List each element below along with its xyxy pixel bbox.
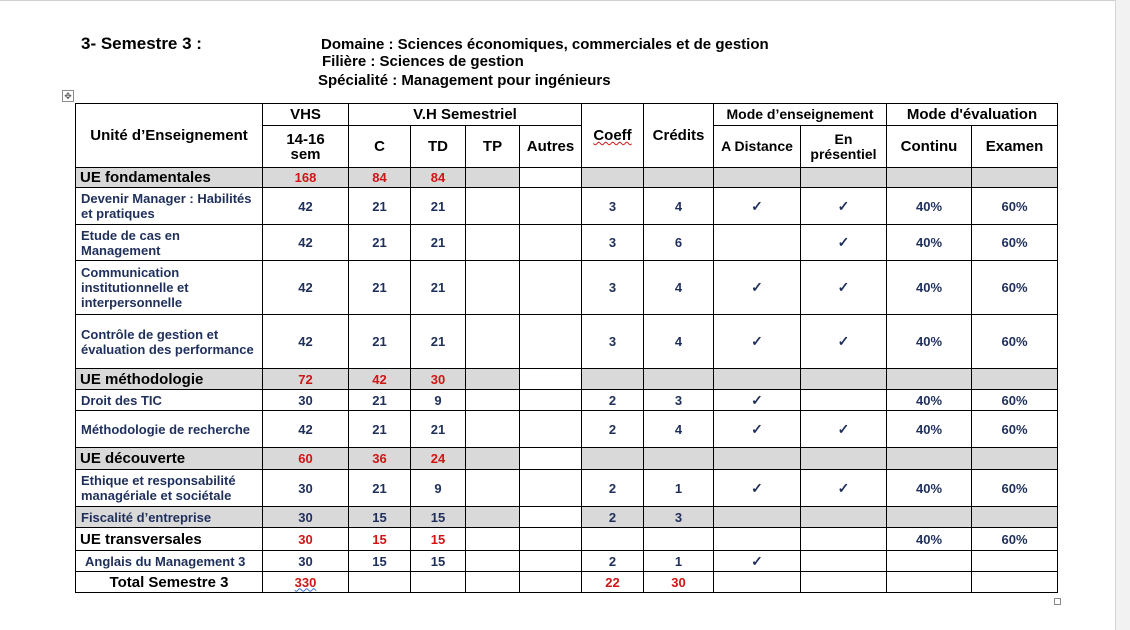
cell-vhs: 30 [263, 507, 349, 528]
cell-tp [466, 168, 520, 188]
ue-name: UE transversales [76, 528, 263, 551]
row-name: Ethique et responsabilité managériale et sociétale [76, 470, 263, 507]
cell-examen: 60% [972, 261, 1058, 315]
cell-tp [466, 551, 520, 572]
cell-examen: 60% [972, 315, 1058, 369]
cell-coeff [582, 168, 644, 188]
cell-autres [520, 168, 582, 188]
cell-c: 21 [349, 411, 411, 448]
ue-row-transversales [76, 528, 1058, 551]
cell-continu [887, 369, 972, 390]
ue-name: UE fondamentales [76, 168, 263, 188]
cell-credits [644, 369, 714, 390]
cell-coeff [582, 448, 644, 470]
header-coeff [582, 104, 644, 168]
row-name: Etude de cas en Management [76, 225, 263, 261]
cell-coeff [582, 528, 644, 551]
vhs-sub-line1: 14-16 [286, 130, 325, 148]
cell-distance [714, 528, 801, 551]
cell-presentiel: ✓ [801, 225, 887, 261]
cell-vhs: 42 [263, 315, 349, 369]
cell-c: 15 [349, 551, 411, 572]
cell-td: 21 [411, 315, 466, 369]
cell-td: 30 [411, 369, 466, 390]
cell-vhs: 30 [263, 390, 349, 411]
ue-row-methodologie [76, 369, 1058, 390]
cell-vhs: 42 [263, 411, 349, 448]
cell-coeff: 2 [582, 390, 644, 411]
cell-continu [887, 168, 972, 188]
cell-distance: ✓ [714, 390, 801, 411]
cell-vhs [263, 572, 349, 593]
cell-continu: 40% [887, 470, 972, 507]
domaine-line: Domaine : Sciences économiques, commerciales et de gestion [321, 36, 769, 53]
cell-credits: 6 [644, 225, 714, 261]
header-examen: Examen [972, 126, 1058, 168]
row-name: Anglais du Management 3 [76, 551, 263, 572]
cell-coeff: 22 [582, 572, 644, 593]
cell-vhs: 30 [263, 551, 349, 572]
table-row [76, 188, 1058, 225]
cell-credits [644, 448, 714, 470]
cell-tp [466, 369, 520, 390]
cell-distance [714, 369, 801, 390]
cell-continu: 40% [887, 315, 972, 369]
cell-vhs: 42 [263, 261, 349, 315]
cell-credits: 1 [644, 551, 714, 572]
cell-presentiel [801, 507, 887, 528]
cell-presentiel [801, 168, 887, 188]
cell-tp [466, 470, 520, 507]
ue-row-fondamentales [76, 168, 1058, 188]
header-td: TD [411, 126, 466, 168]
cell-continu: 40% [887, 411, 972, 448]
cell-td: 21 [411, 411, 466, 448]
cell-c: 21 [349, 470, 411, 507]
coeff-label: Coeff [593, 127, 632, 144]
header-vhs-sub [263, 126, 349, 168]
document-header [0, 0, 1116, 100]
table-row [76, 470, 1058, 507]
cell-examen: 60% [972, 528, 1058, 551]
cell-credits [644, 168, 714, 188]
header-vh-semestriel: V.H Semestriel [349, 104, 582, 126]
header-en-presentiel: En présentiel [801, 126, 887, 168]
cell-coeff: 2 [582, 470, 644, 507]
cell-credits: 4 [644, 411, 714, 448]
cell-examen: 60% [972, 411, 1058, 448]
cell-tp [466, 528, 520, 551]
cell-vhs: 30 [263, 528, 349, 551]
vertical-scrollbar[interactable] [1115, 0, 1130, 630]
table-row [76, 390, 1058, 411]
cell-td: 84 [411, 168, 466, 188]
cell-distance: ✓ [714, 411, 801, 448]
cell-distance: ✓ [714, 315, 801, 369]
cell-presentiel: ✓ [801, 411, 887, 448]
cell-presentiel [801, 528, 887, 551]
cell-autres [520, 411, 582, 448]
cell-vhs: 30 [263, 470, 349, 507]
cell-distance: ✓ [714, 261, 801, 315]
cell-continu: 40% [887, 261, 972, 315]
cell-tp [466, 411, 520, 448]
cell-coeff: 2 [582, 551, 644, 572]
cell-continu [887, 572, 972, 593]
header-vhs: VHS [263, 104, 349, 126]
cell-continu: 40% [887, 528, 972, 551]
filiere-line: Filière : Sciences de gestion [322, 53, 524, 70]
cell-autres [520, 390, 582, 411]
header-mode-enseignement: Mode d’enseignement [714, 104, 887, 126]
cell-c [349, 572, 411, 593]
cell-autres [520, 551, 582, 572]
cell-td: 21 [411, 261, 466, 315]
cell-continu: 40% [887, 188, 972, 225]
header-row-1 [76, 104, 1058, 126]
cell-c: 84 [349, 168, 411, 188]
cell-c: 15 [349, 507, 411, 528]
cell-credits [644, 528, 714, 551]
header-tp: TP [466, 126, 520, 168]
cell-examen [972, 369, 1058, 390]
cell-coeff: 2 [582, 411, 644, 448]
cell-distance [714, 448, 801, 470]
cell-credits: 3 [644, 507, 714, 528]
cell-coeff: 3 [582, 188, 644, 225]
cell-vhs: 168 [263, 168, 349, 188]
table-row [76, 225, 1058, 261]
cell-c: 21 [349, 315, 411, 369]
cell-td: 9 [411, 470, 466, 507]
total-label: Total Semestre 3 [76, 572, 263, 593]
header-continu: Continu [887, 126, 972, 168]
cell-continu [887, 507, 972, 528]
table-row [76, 261, 1058, 315]
cell-credits: 4 [644, 188, 714, 225]
cell-coeff: 2 [582, 507, 644, 528]
cell-autres [520, 528, 582, 551]
cell-td: 24 [411, 448, 466, 470]
cell-tp [466, 188, 520, 225]
cell-continu: 40% [887, 390, 972, 411]
cell-examen [972, 551, 1058, 572]
cell-examen [972, 507, 1058, 528]
cell-autres [520, 572, 582, 593]
table-row [76, 507, 1058, 528]
cell-continu: 40% [887, 225, 972, 261]
cell-credits: 1 [644, 470, 714, 507]
cell-tp [466, 261, 520, 315]
row-name: Droit des TIC [76, 390, 263, 411]
cell-autres [520, 315, 582, 369]
cell-vhs: 42 [263, 225, 349, 261]
cell-presentiel: ✓ [801, 188, 887, 225]
cell-distance [714, 168, 801, 188]
cell-tp [466, 225, 520, 261]
cell-tp [466, 572, 520, 593]
cell-autres [520, 188, 582, 225]
row-name: Devenir Manager : Habilités et pratiques [76, 188, 263, 225]
cell-presentiel [801, 448, 887, 470]
header-unite: Unité d’Enseignement [76, 104, 263, 168]
cell-presentiel [801, 551, 887, 572]
cell-presentiel [801, 390, 887, 411]
cell-coeff: 3 [582, 225, 644, 261]
cell-presentiel [801, 572, 887, 593]
cell-c: 36 [349, 448, 411, 470]
cell-td: 9 [411, 390, 466, 411]
ue-name: UE découverte [76, 448, 263, 470]
row-name: Contrôle de gestion et évaluation des performance [76, 315, 263, 369]
row-name: Méthodologie de recherche [76, 411, 263, 448]
cell-autres [520, 507, 582, 528]
total-vhs-value: 330 [294, 574, 317, 590]
cell-credits: 4 [644, 261, 714, 315]
semester-title: 3- Semestre 3 : [81, 34, 202, 53]
ue-row-decouverte [76, 448, 1058, 470]
cell-coeff: 3 [582, 261, 644, 315]
cell-distance [714, 572, 801, 593]
table-row [76, 315, 1058, 369]
cell-coeff [582, 369, 644, 390]
cell-autres [520, 225, 582, 261]
cell-td: 15 [411, 528, 466, 551]
cell-c: 21 [349, 390, 411, 411]
cell-examen: 60% [972, 225, 1058, 261]
header-c: C [349, 126, 411, 168]
cell-coeff: 3 [582, 315, 644, 369]
cell-distance: ✓ [714, 470, 801, 507]
header-autres: Autres [520, 126, 582, 168]
cell-vhs: 72 [263, 369, 349, 390]
cell-credits: 30 [644, 572, 714, 593]
cell-distance [714, 507, 801, 528]
cell-tp [466, 390, 520, 411]
cell-c: 21 [349, 188, 411, 225]
cell-presentiel [801, 369, 887, 390]
total-row [76, 572, 1058, 593]
cell-presentiel: ✓ [801, 261, 887, 315]
cell-tp [466, 448, 520, 470]
semester-table [75, 103, 1058, 593]
table-move-handle-icon[interactable]: ✥ [62, 90, 74, 102]
cell-examen [972, 168, 1058, 188]
cell-autres [520, 448, 582, 470]
cell-examen: 60% [972, 470, 1058, 507]
table-resize-handle[interactable] [1054, 598, 1061, 605]
ue-name: UE méthodologie [76, 369, 263, 390]
cell-autres [520, 369, 582, 390]
header-mode-evaluation: Mode d'évaluation [887, 104, 1058, 126]
cell-c: 21 [349, 225, 411, 261]
cell-c: 42 [349, 369, 411, 390]
header-a-distance: A Distance [714, 126, 801, 168]
cell-vhs: 60 [263, 448, 349, 470]
cell-vhs: 42 [263, 188, 349, 225]
table-row [76, 551, 1058, 572]
vhs-sub-line2: sem [290, 145, 321, 163]
row-name: Communication institutionnelle et interpersonnelle [76, 261, 263, 315]
cell-examen: 60% [972, 188, 1058, 225]
cell-autres [520, 470, 582, 507]
cell-autres [520, 261, 582, 315]
row-name: Fiscalité d’entreprise [76, 507, 263, 528]
cell-c: 15 [349, 528, 411, 551]
specialite-line: Spécialité : Management pour ingénieurs [318, 72, 611, 89]
cell-credits: 3 [644, 390, 714, 411]
cell-td [411, 572, 466, 593]
cell-presentiel: ✓ [801, 315, 887, 369]
cell-presentiel: ✓ [801, 470, 887, 507]
cell-distance [714, 225, 801, 261]
cell-examen: 60% [972, 390, 1058, 411]
cell-tp [466, 507, 520, 528]
cell-examen [972, 572, 1058, 593]
cell-td: 21 [411, 188, 466, 225]
cell-td: 21 [411, 225, 466, 261]
cell-continu [887, 448, 972, 470]
cell-examen [972, 448, 1058, 470]
cell-continu [887, 551, 972, 572]
table-row [76, 411, 1058, 448]
cell-distance: ✓ [714, 188, 801, 225]
cell-distance: ✓ [714, 551, 801, 572]
cell-td: 15 [411, 551, 466, 572]
cell-td: 15 [411, 507, 466, 528]
cell-tp [466, 315, 520, 369]
cell-c: 21 [349, 261, 411, 315]
cell-credits: 4 [644, 315, 714, 369]
header-credits: Crédits [644, 104, 714, 168]
